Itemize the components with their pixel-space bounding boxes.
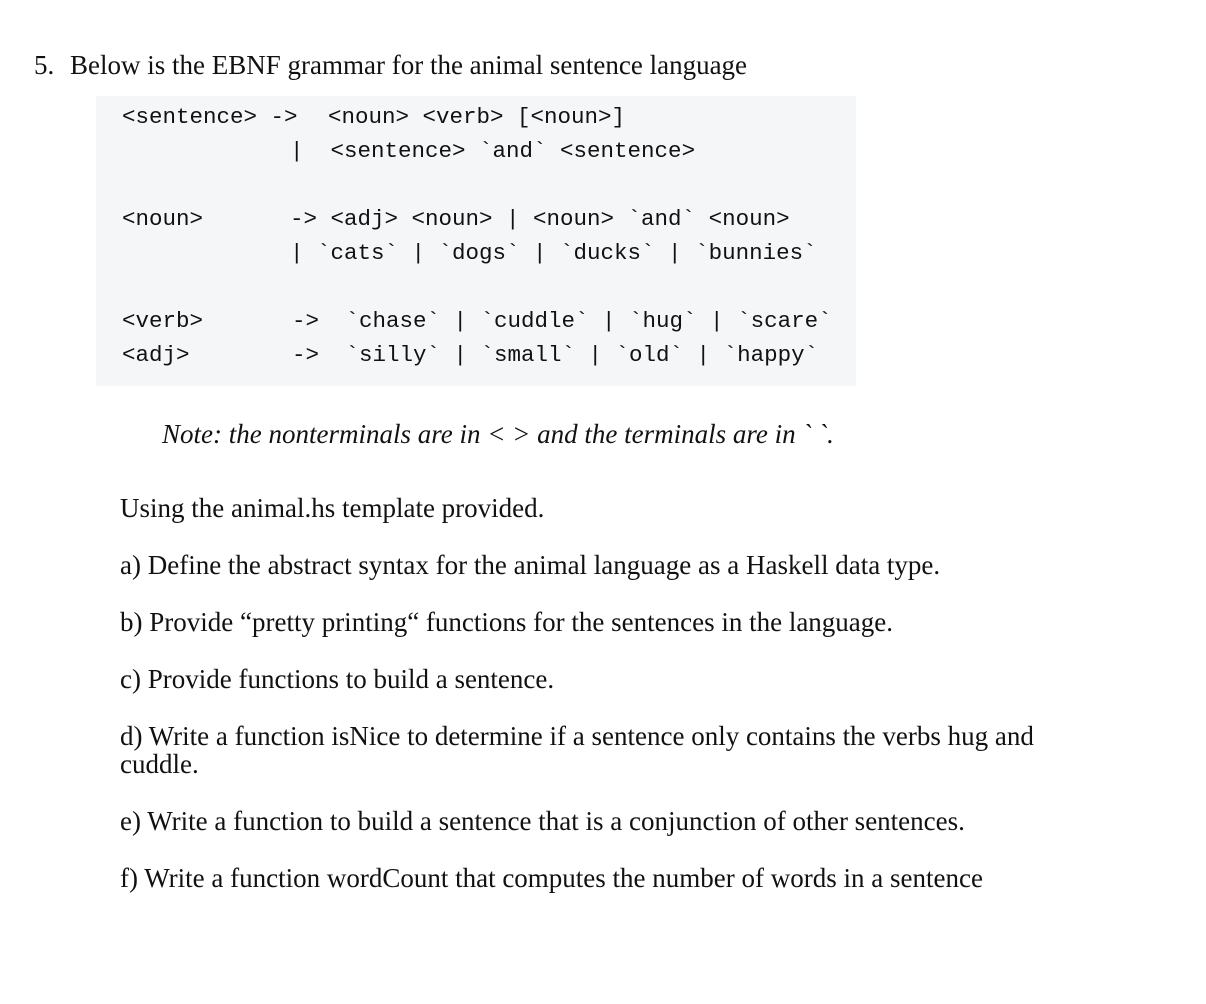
grammar-sentence-rhs-1: <noun> <verb> [<noun>] xyxy=(328,104,626,130)
task-a: a) Define the abstract syntax for the animal language as a Haskell data type. xyxy=(120,550,941,580)
grammar-noun-rhs-1: -> <adj> <noun> | <noun> `and` <noun> xyxy=(290,206,790,232)
task-c: c) Provide functions to build a sentence. xyxy=(120,664,555,694)
task-d: d) Write a function isNice to determine if a sentence only contains the verbs hug and cuddle. xyxy=(120,721,1034,779)
grammar-verb-arrow: -> xyxy=(292,308,320,334)
grammar-verb-rhs: `chase` | `cuddle` | `hug` | `scare` xyxy=(332,308,832,334)
grammar-note: Note: the nonterminals are in < > and the terminals are in ` `. xyxy=(162,419,834,449)
task-e: e) Write a function to build a sentence that is a conjunction of other sentences. xyxy=(120,806,965,836)
grammar-adj-lhs: <adj> xyxy=(122,342,190,368)
question-number: 5. xyxy=(34,50,55,80)
question-heading: Below is the EBNF grammar for the animal sentence language xyxy=(70,50,748,80)
task-f: f) Write a function wordCount that computes the number of words in a sentence xyxy=(120,863,983,893)
template-intro: Using the animal.hs template provided. xyxy=(120,493,545,523)
grammar-verb-lhs: <verb> xyxy=(122,308,204,334)
grammar-noun-rhs-2: | `cats` | `dogs` | `ducks` | `bunnies` xyxy=(290,240,817,266)
grammar-sentence-lhs: <sentence> -> xyxy=(122,104,298,130)
grammar-adj-rhs: `silly` | `small` | `old` | `happy` xyxy=(332,342,819,368)
grammar-sentence-rhs-2: | <sentence> `and` <sentence> xyxy=(290,138,696,164)
grammar-adj-arrow: -> xyxy=(292,342,320,368)
grammar-noun-lhs: <noun> xyxy=(122,206,204,232)
task-b: b) Provide “pretty printing“ functions for the sentences in the language. xyxy=(120,607,894,637)
